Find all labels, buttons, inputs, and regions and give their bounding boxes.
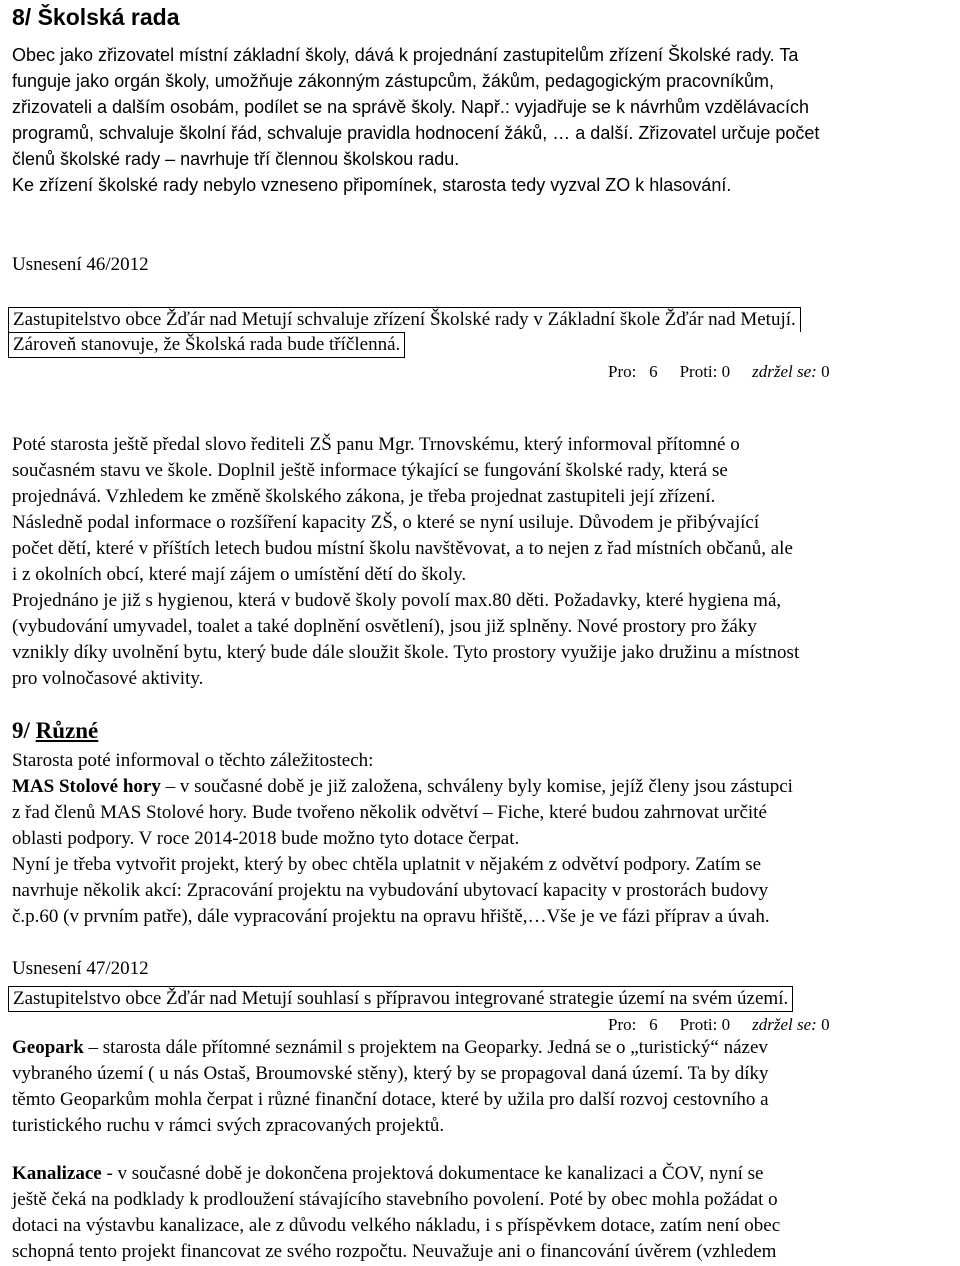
paragraph-line: Ke zřízení školské rady nebylo vzneseno připomínek, starosta tedy vyzval ZO k hlasování. bbox=[12, 175, 732, 195]
paragraph-line: schopná tento projekt financovat ze svého rozpočtu. Neuvažuje ani o financování úvěrem (vzhledem bbox=[12, 1241, 777, 1262]
paragraph-line: z řad členů MAS Stolové hory. Bude tvořeno několik odvětví – Fiche, které budou zahrnovat určité bbox=[12, 802, 767, 823]
vote-result bbox=[608, 362, 830, 382]
vote-zdrzel-value: 0 bbox=[821, 362, 830, 381]
vote-proti-label: Proti: bbox=[679, 362, 718, 381]
mas-title: MAS Stolové hory bbox=[12, 776, 161, 797]
paragraph-line: pro volnočasové aktivity. bbox=[12, 668, 204, 689]
paragraph-line: současném stavu ve škole. Doplnil ještě informace týkající se fungování školské rady, která se bbox=[12, 460, 728, 481]
paragraph-line: i z okolních obcí, které mají zájem o umístění dětí do školy. bbox=[12, 564, 467, 585]
paragraph-line: členů školské rady – navrhuje tří člennou školskou radu. bbox=[12, 149, 460, 169]
vote-proti-value: 0 bbox=[721, 362, 731, 381]
paragraph-line: oblasti podpory. V roce 2014-2018 bude možno tyto dotace čerpat. bbox=[12, 828, 520, 849]
vote-zdrzel-label: zdržel se: bbox=[752, 362, 817, 381]
section-9-heading bbox=[12, 718, 98, 744]
kanalizace-line bbox=[12, 1163, 764, 1185]
resolution-line: Zároveň stanovuje, že Školská rada bude tříčlenná. bbox=[8, 332, 405, 358]
kanalizace-title: Kanalizace bbox=[12, 1163, 102, 1184]
resolution-line: Zastupitelstvo obce Žďár nad Metují souhlasí s přípravou integrované strategie území na svém území. bbox=[8, 986, 793, 1012]
section-9-title: Různé bbox=[35, 718, 99, 743]
paragraph-line: Poté starosta ještě předal slovo řediteli ZŠ panu Mgr. Trnovskému, který informoval přítomné o bbox=[12, 434, 740, 455]
paragraph-line: funguje jako orgán školy, umožňuje zákonným zástupcům, žákům, pedagogickým pracovníkům, bbox=[12, 71, 775, 91]
paragraph-line: vybraného území ( u nás Ostaš, Broumovské stěny), který by se propagoval daná území. Ta by díky bbox=[12, 1063, 769, 1084]
geopark-title: Geopark bbox=[12, 1037, 84, 1058]
paragraph-line: vznikly díky uvolnění bytu, který bude dále sloužit škole. Tyto prostory využije jako družinu a místnost bbox=[12, 642, 800, 663]
section-9-number: 9/ bbox=[12, 718, 36, 743]
paragraph-line: projednává. Vzhledem ke změně školského zákona, je třeba projednat zastupiteli její zřízení. bbox=[12, 486, 716, 507]
vote-pro-label: Pro: bbox=[608, 362, 637, 381]
mas-line bbox=[12, 776, 793, 798]
paragraph-line: Následně podal informace o rozšíření kapacity ZŠ, o které se nyní usiluje. Důvodem je přibývající bbox=[12, 512, 760, 533]
geopark-line bbox=[12, 1037, 768, 1059]
vote-pro-value: 6 bbox=[649, 1015, 658, 1034]
paragraph-line: Nyní je třeba vytvořit projekt, který by obec chtěla uplatnit v nějakém z odvětví podpory. Zatím se bbox=[12, 854, 762, 875]
section-8-heading: 8/ Školská rada bbox=[12, 4, 180, 30]
paragraph-line: – starosta dále přítomné seznámil s projektem na Geoparky. Jedná se o „turistický“ název bbox=[83, 1037, 768, 1058]
paragraph-line: navrhuje několik akcí: Zpracování projektu na vybudování ubytovací kapacity v prostorách budovy bbox=[12, 880, 769, 901]
vote-zdrzel-label: zdržel se: bbox=[752, 1015, 817, 1034]
resolution-box bbox=[8, 307, 944, 358]
vote-zdrzel-value: 0 bbox=[821, 1015, 830, 1034]
resolution-title: Usnesení 47/2012 bbox=[12, 958, 149, 979]
vote-pro-value: 6 bbox=[649, 362, 658, 381]
resolution-line: Zastupitelstvo obce Žďár nad Metují schvaluje zřízení Školské rady v Základní škole Žďár nad Metují. bbox=[8, 307, 801, 332]
paragraph-line: programů, schvaluje školní řád, schvaluje pravidla hodnocení žáků, … a další. Zřizovatel určuje počet bbox=[12, 123, 820, 143]
paragraph-line: č.p.60 (v prvním patře), dále vypracování projektu na opravu hřiště,…Vše je ve fázi příprav a úvah. bbox=[12, 906, 770, 927]
vote-proti-value: 0 bbox=[721, 1015, 731, 1034]
paragraph-line: těmto Geoparkům mohla čerpat i různé finanční dotace, které by užila pro další rozvoj cestovního a bbox=[12, 1089, 769, 1110]
paragraph-line: zřizovateli a dalším osobám, podílet se na správě školy. Např.: vyjadřuje se k návrhům vzdělávacích bbox=[12, 97, 810, 117]
paragraph-line: (vybudování umyvadel, toalet a také doplnění osvětlení), jsou již splněny. Nové prostory pro žáky bbox=[12, 616, 757, 637]
paragraph-line: dotaci na výstavbu kanalizace, ale z důvodu velkého nákladu, i s příspěvkem dotace, zatím není obec bbox=[12, 1215, 781, 1236]
paragraph-line: počet dětí, které v příštích letech budou místní školu navštěvovat, a to nejen z řad místních občanů, ale bbox=[12, 538, 793, 559]
paragraph-line: - v současné době je dokončena projektová dokumentace ke kanalizaci a ČOV, nyní se bbox=[101, 1163, 764, 1184]
paragraph-line: Projednáno je již s hygienou, která v budově školy povolí max.80 děti. Požadavky, které hygiena má, bbox=[12, 590, 782, 611]
paragraph-line: Obec jako zřizovatel místní základní školy, dává k projednání zastupitelům zřízení Školské rady. Ta bbox=[12, 45, 799, 65]
section-9-intro: Starosta poté informoval o těchto záležitostech: bbox=[12, 750, 374, 771]
resolution-title: Usnesení 46/2012 bbox=[12, 254, 149, 275]
resolution-box bbox=[8, 986, 793, 1012]
paragraph-line: ještě čeká na podklady k prodloužení stávajícího stavebního povolení. Poté by obec mohla požádat o bbox=[12, 1189, 778, 1210]
paragraph-line: turistického ruchu v rámci svých zpracovaných projektů. bbox=[12, 1115, 445, 1136]
paragraph-line: – v současné době je již založena, schváleny byly komise, jejíž členy jsou zástupci bbox=[160, 776, 793, 797]
vote-result bbox=[608, 1015, 830, 1035]
vote-pro-label: Pro: bbox=[608, 1015, 637, 1034]
vote-proti-label: Proti: bbox=[679, 1015, 718, 1034]
